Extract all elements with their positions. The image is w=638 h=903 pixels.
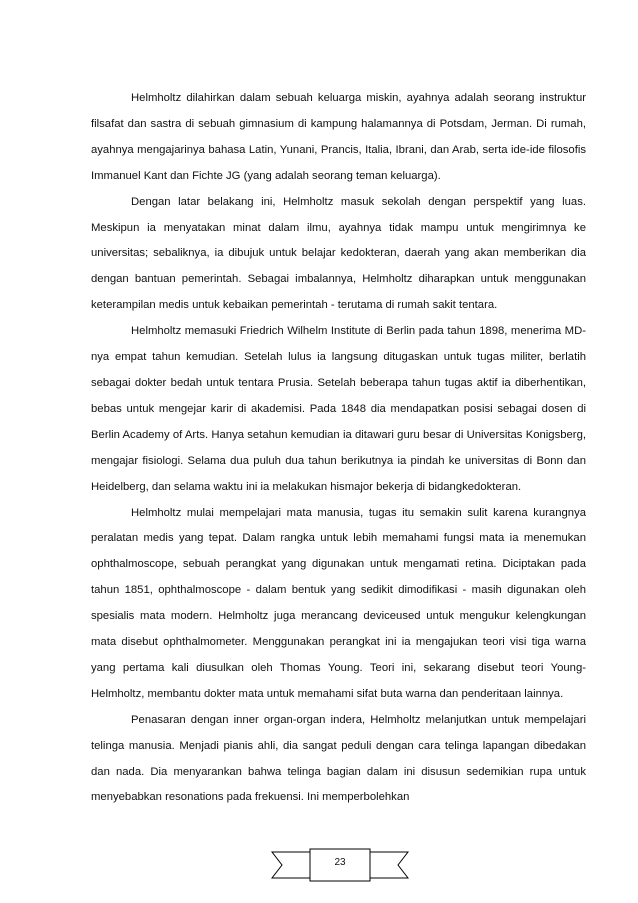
paragraph: Helmholtz memasuki Friedrich Wilhelm Institute di Berlin pada tahun 1898, menerima MD-nya empat tahun kemudian. Setelah lulus ia langsung ditugaskan untuk tugas militer, berlatih sebagai dokter bedah untuk tentara Prusia. Setelah beberapa tahun tugas aktif ia diberhentikan, bebas untuk mengejar karir di akademisi. Pada 1848 dia mendapatkan posisi sebagai dosen di Berlin Academy of Arts. Hanya setahun kemudian ia ditawari guru besar di Universitas Konigsberg, mengajar fisiologi. Selama dua puluh dua tahun berikutnya ia pindah ke universitas di Bonn dan Heidelberg, dan selama waktu ini ia melakukan hismajor bekerja di bidangkedokteran. <box>91 325 586 493</box>
paragraph: Penasaran dengan inner organ-organ indera, Helmholtz melanjutkan untuk mempelajari telinga manusia. Menjadi pianis ahli, dia sangat peduli dengan cara telinga lapangan dibedakan dan nada. Dia menyarankan bahwa telinga bagian dalam ini disusun sedemikian rupa untuk menyebabkan resonations pada frekuensi. Ini memperbolehkan <box>91 713 586 804</box>
paragraph: Dengan latar belakang ini, Helmholtz masuk sekolah dengan perspektif yang luas. Meskipun ia menyatakan minat dalam ilmu, ayahnya tidak mampu untuk mengirimnya ke universitas; sebaliknya, ia dibujuk untuk belajar kedokteran, daerah yang akan memberikan dia dengan bantuan pemerintah. Sebagai imbalannya, Helmholtz diharapkan untuk menggunakan keterampilan medis untuk kebaikan pemerintah - terutama di rumah sakit tentara. <box>91 195 586 312</box>
paragraph: Helmholtz dilahirkan dalam sebuah keluarga miskin, ayahnya adalah seorang instruktur filsafat dan sastra di sebuah gimnasium di kampung halamannya di Potsdam, Jerman. Di rumah, ayahnya mengajarinya bahasa Latin, Yunani, Prancis, Italia, Ibrani, dan Arab, serta ide-ide filosofis Immanuel Kant dan Fichte JG (yang adalah seorang teman keluarga). <box>91 92 586 182</box>
body-text <box>91 86 586 811</box>
page-number: 23 <box>334 857 346 868</box>
paragraph: Helmholtz mulai mempelajari mata manusia, tugas itu semakin sulit karena kurangnya peralatan medis yang tepat. Dalam rangka untuk lebih memahami fungsi mata ia menemukan ophthalmoscope, sebuah perangkat yang digunakan untuk mengamati retina. Diciptakan pada tahun 1851, ophthalmoscope - dalam bentuk yang sedikit dimodifikasi - masih digunakan oleh spesialis mata modern. Helmholtz juga merancang deviceused untuk mengukur kelengkungan mata disebut ophthalmometer. Menggunakan perangkat ini ia mengajukan teori visi tiga warna yang pertama kali diusulkan oleh Thomas Young. Teori ini, sekarang disebut teori Young-Helmholtz, membantu dokter mata untuk memahami sifat buta warna dan penderitaan lainnya. <box>91 506 586 700</box>
